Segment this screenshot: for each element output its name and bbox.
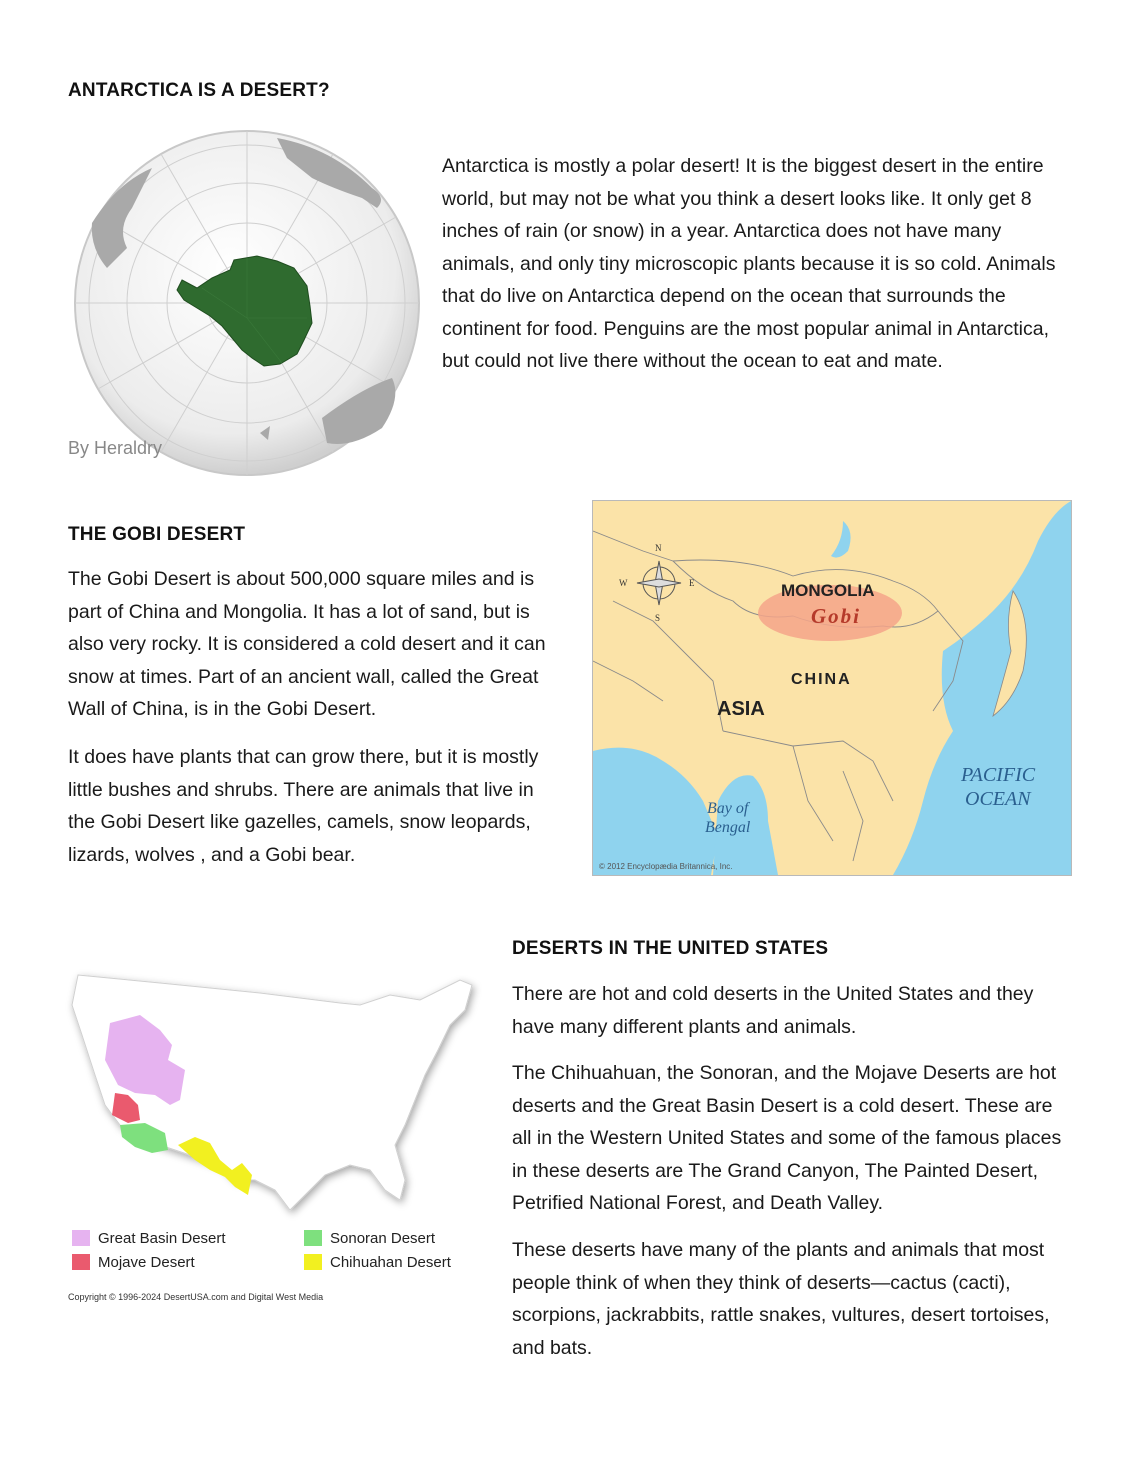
- gobi-paragraph-2: It does have plants that can grow there, but it is mostly little bushes and shrubs. There are animals that live in the Gobi Desert like gazelles, camels, snow leopards, lizards, wolves , and a Gobi bear.: [68, 746, 539, 866]
- label-bay-of: Bay of: [707, 800, 749, 817]
- us-deserts-map: [60, 965, 490, 1225]
- legend-label: Sonoran Desert: [330, 1229, 436, 1247]
- legend-item-chihuahan: [304, 1250, 451, 1274]
- us-map-copyright: Copyright © 1996-2024 DesertUSA.com and Digital West Media: [68, 1292, 324, 1302]
- legend-item-sonoran: [304, 1226, 451, 1250]
- us-paragraph-1: There are hot and cold deserts in the United States and they have many different plants and animals.: [512, 983, 1034, 1038]
- antarctica-globe-image: [72, 128, 422, 478]
- legend-label: Mojave Desert: [98, 1253, 195, 1271]
- gobi-map: [592, 500, 1072, 876]
- gobi-paragraph-1: The Gobi Desert is about 500,000 square miles and is part of China and Mongolia. It has a lot of sand, but is also very rocky. It is considered a cold desert and it can snow at times. Part of an ancient wall, called the Great Wall of China, is in the Gobi Desert.: [68, 568, 546, 720]
- label-china: CHINA: [791, 671, 852, 688]
- us-paragraph-2: The Chihuahuan, the Sonoran, and the Mojave Deserts are hot deserts and the Great Basin Desert is a cold desert. These are all in the Western United States and some of the famous places in these deserts are The Grand Canyon, The Painted Desert, Petrified National Forest, and Death Valley.: [512, 1062, 1062, 1214]
- label-gobi: Gobi: [811, 604, 861, 628]
- us-legend-right: [304, 1226, 451, 1274]
- legend-item-mojave: [72, 1250, 226, 1274]
- label-ocean: OCEAN: [965, 788, 1031, 810]
- antarctica-heading: ANTARCTICA IS A DESERT?: [68, 80, 330, 101]
- legend-label: Chihuahan Desert: [330, 1253, 451, 1271]
- mojave-swatch: [72, 1254, 90, 1270]
- antarctica-paragraph: Antarctica is mostly a polar desert! It is the biggest desert in the entire world, but may not be what you think a desert looks like. It only get 8 inches of rain (or snow) in a year. Antarctica does not have many animals, and only tiny microscopic plants because it is so cold. Animals that do live on Antarctica depend on the ocean that surrounds the continent for food. Penguins are the most popular animal in Antarctica, but could not live there without the ocean to eat and mate.: [442, 155, 1056, 372]
- antarctica-image-credit: By Heraldry: [68, 438, 163, 458]
- sonoran-swatch: [304, 1230, 322, 1246]
- legend-item-great-basin: [72, 1226, 226, 1250]
- compass-w: W: [619, 578, 628, 588]
- compass-n: N: [655, 543, 662, 553]
- label-asia: ASIA: [717, 698, 765, 720]
- us-heading: DESERTS IN THE UNITED STATES: [512, 938, 829, 959]
- us-paragraph-3: These deserts have many of the plants and animals that most people think of when they think of deserts—cactus (cacti), scorpions, jackrabbits, rattle snakes, vultures, desert tortoises, and bats.: [512, 1239, 1050, 1359]
- compass-s: S: [655, 613, 661, 623]
- gobi-map-copyright: © 2012 Encyclopædia Britannica, Inc.: [599, 862, 733, 871]
- compass-e: E: [689, 578, 695, 588]
- us-legend: [72, 1226, 226, 1274]
- great-basin-swatch: [72, 1230, 90, 1246]
- label-mongolia: MONGOLIA: [781, 581, 875, 600]
- label-pacific: PACIFIC: [961, 764, 1036, 786]
- label-bengal: Bengal: [705, 819, 751, 836]
- legend-label: Great Basin Desert: [98, 1229, 226, 1247]
- gobi-heading: THE GOBI DESERT: [68, 524, 246, 545]
- chihuahan-swatch: [304, 1254, 322, 1270]
